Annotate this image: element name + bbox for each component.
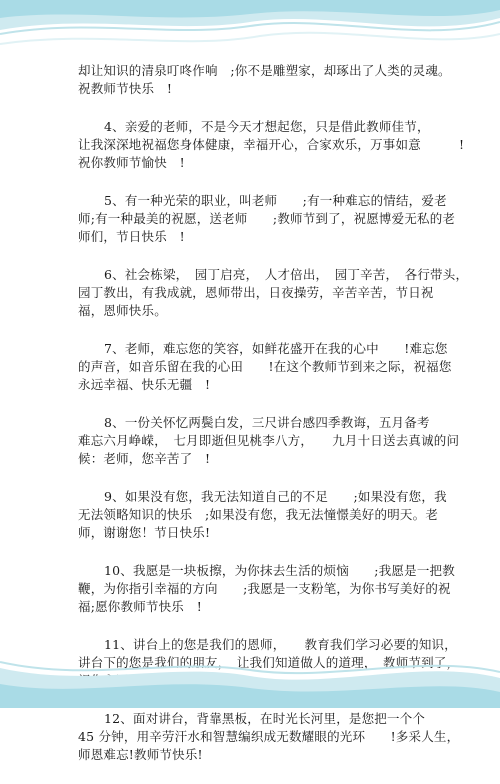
paragraph-line: 无法领略知识的快乐 ;如果没有您，我无法憧憬美好的明天。老 — [78, 507, 439, 522]
paragraph-line: 让我深深地祝福您身体健康，幸福开心，合家欢乐，万事如意 ! — [78, 137, 465, 152]
paragraph-line: 5、有一种光荣的职业，叫老师 ;有一种难忘的情结，爱老 — [104, 193, 447, 208]
paragraph-line: 鞭，为你指引幸福的方向 ;我愿是一支粉笔，为你书写美好的祝 — [78, 581, 451, 596]
bottom-decorative-wave — [0, 638, 500, 708]
paragraph-line: 7、老师，难忘您的笑容，如鲜花盛开在我的心中 !难忘您 — [104, 341, 448, 356]
paragraph-line: 祝你教师节愉快 ! — [78, 155, 185, 170]
top-decorative-wave — [0, 0, 500, 70]
paragraph-line: 候：老师，您辛苦了 ! — [78, 451, 211, 466]
paragraph-line: 祝教师节快乐 ! — [78, 81, 173, 96]
paragraph-line: 8、一份关怀忆两鬓白发，三尺讲台感四季教诲，五月备考 — [104, 415, 430, 430]
paragraph-line: 10、我愿是一块板擦，为你抹去生活的烦恼 ;我愿是一把教 — [104, 563, 455, 578]
paragraph-line: 永远幸福、快乐无疆 ! — [78, 377, 211, 392]
paragraph-line: 4、亲爱的老师，不是今天才想起您，只是借此教师佳节， — [104, 119, 430, 134]
paragraph-line: 6、社会栋梁， 园丁启亮， 人才倍出， 园丁辛苦， 各行带头， — [104, 267, 469, 282]
paragraph-line: 师们，节日快乐 ! — [78, 229, 185, 244]
paragraph — [78, 266, 469, 320]
paragraph-line: 园丁教出，有我成就，恩师带出，日夜操劳，辛苦辛苦，节日祝 — [78, 285, 434, 300]
paragraph-line: 却让知识的清泉叮咚作响 ;你不是雕塑家，却琢出了人类的灵魂。 — [78, 63, 451, 78]
paragraph — [78, 488, 447, 542]
paragraph-line: 师;有一种最美的祝愿，送老师 ;教师节到了，祝愿博爱无私的老 — [78, 211, 456, 226]
paragraph — [78, 62, 451, 98]
paragraph — [78, 340, 452, 394]
paragraph-line: 难忘六月峥嵘， 七月即逝但见桃李八方， 九月十日送去真诚的问 — [78, 433, 460, 448]
paragraph-line: 11、讲台上的您是我们的恩师， 教育我们学习必要的知识， — [104, 637, 457, 652]
paragraph — [78, 192, 456, 246]
paragraph-line: 12、面对讲台，背靠黑板，在时光长河里，是您把一个个 — [104, 711, 426, 726]
paragraph-line: 师恩难忘!教师节快乐! — [78, 747, 203, 762]
paragraph — [78, 118, 465, 172]
paragraph-line: 福，恩师快乐。 — [78, 303, 167, 318]
paragraph — [78, 710, 460, 764]
paragraph-line: 讲台下的您是我们的朋友， 让我们知道做人的道理， 教师节到了， — [78, 655, 460, 670]
paragraph-line: 的声音，如音乐留在我的心田 !在这个教师节到来之际，祝福您 — [78, 359, 452, 374]
paragraph — [78, 414, 460, 468]
paragraph — [78, 562, 455, 616]
paragraph-line: 福;愿你教师节快乐 ! — [78, 599, 202, 614]
paragraph-line: 9、如果没有您，我无法知道自己的不足 ;如果没有您，我 — [104, 489, 447, 504]
paragraph-line: 师，谢谢您！节日快乐! — [78, 525, 211, 540]
paragraph-line: 45 分钟，用辛劳汗水和智慧编织成无数耀眼的光环 !多采人生， — [78, 729, 460, 744]
